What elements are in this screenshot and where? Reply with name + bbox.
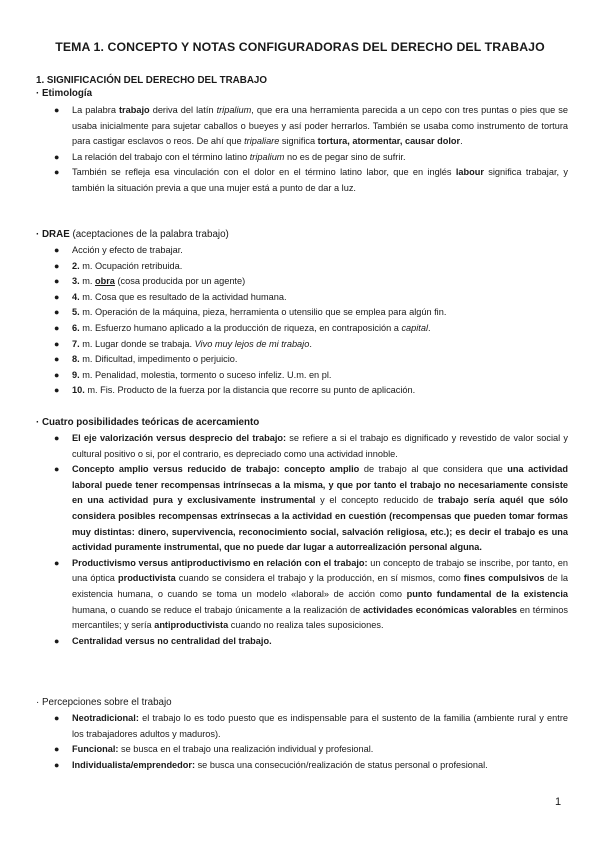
bullet-icon: ● (54, 744, 60, 755)
bullet-icon: ● (54, 433, 60, 443)
etimologia-list (36, 103, 568, 197)
list-item: ● 9. m. Penalidad, molestia, tormento o suceso infeliz. U.m. en pl. (36, 368, 568, 384)
bullet-icon: ● (54, 759, 60, 770)
list-item: ● Concepto amplio versus reducido de trabajo: concepto amplio de trabajo al que considera que una actividad laboral puede tener recompensas intrínsecas a la misma, y que por tanto el trabajo no necesariamente consiste en una actividad pura y exclusivamente instrumental y el concepto reducido de trabajo sería aquél que sólo considera posibles recompensas extrínsecas a la actividad en cuestión (recompensas que pueden tomar formas muy distintas: dinero, supervivencia, reconocimiento social, salvación religiosa, etc.); es decir el trabajo es una actividad puramente instrumental, que no puede dar lugar a autorrealización personal alguna. (54, 464, 569, 553)
bullet-icon: ● (54, 557, 60, 568)
bullet-icon: ● (54, 354, 60, 365)
list-item: ● Centralidad versus no centralidad del trabajo. (36, 634, 568, 650)
section-etimologia (36, 75, 568, 197)
section-cuatro-posibilidades (36, 417, 568, 649)
list-item: ● Acción y efecto de trabajar. (36, 243, 568, 259)
bullet-icon: ● (54, 307, 60, 318)
list-item: ● 7. m. Lugar donde se trabaja. Vivo muy lejos de mi trabajo. (36, 337, 568, 353)
list-item: ● 8. m. Dificultad, impedimento o perjuicio. (36, 352, 568, 368)
list-item: ● El eje valorización versus desprecio del trabajo: se refiere a si el trabajo es dignificado y revestido de valor social y cultural positivo o si, por el contrario, es depreciado como una actividad innoble. (54, 433, 568, 459)
cuatro-list (36, 431, 568, 649)
list-item: ● 2. m. Ocupación retribuida. (36, 259, 568, 275)
subheading-cuatro: · Cuatro posibilidades teóricas de acercamiento (36, 417, 260, 428)
bullet-icon: ● (54, 105, 60, 115)
bullet-icon: ● (54, 276, 60, 287)
page-title: TEMA 1. CONCEPTO Y NOTAS CONFIGURADORAS DEL DERECHO DEL TRABAJO (55, 40, 545, 54)
page-number: 1 (555, 796, 562, 808)
bullet-icon: ● (54, 291, 60, 302)
bullet-icon: ● (54, 260, 60, 271)
list-item: ● La palabra trabajo deriva del latín tripalium, que era una herramienta parecida a un cepo con tres puntas o pies que se usaba inicialmente para sujetar caballos o bueyes y así poder herrarlos. También se usaba como instrumento de tortura para castigar esclavos o reos. De ahí que tripaliare significa tortura, atormentar, causar dolor. (54, 105, 568, 147)
section-drae (36, 229, 568, 399)
bullet-icon: ● (54, 151, 60, 162)
subheading-drae: · DRAE (aceptaciones de la palabra trabajo) (36, 229, 229, 240)
bullet-icon: ● (54, 385, 60, 396)
list-item: ● 10. m. Fis. Producto de la fuerza por la distancia que recorre su punto de aplicación. (36, 383, 568, 399)
list-item: ● 6. m. Esfuerzo humano aplicado a la producción de riqueza, en contraposición a capital. (36, 321, 568, 337)
bullet-icon: ● (54, 635, 60, 646)
list-item: ● Neotradicional: el trabajo lo es todo puesto que es indispensable para el sustento de la familia (ambiente rural y entre los trabajadores adultos y maduros). (54, 713, 568, 739)
drae-list (36, 243, 568, 399)
bullet-icon: ● (54, 245, 60, 255)
list-item: ● La relación del trabajo con el término latino tripalium no es de pegar sino de sufrir. (36, 150, 568, 166)
bullet-icon: ● (54, 369, 60, 380)
list-item: ● 5. m. Operación de la máquina, pieza, herramienta o utensilio que se emplea para algún fin. (36, 305, 568, 321)
subheading-percepciones: · Percepciones sobre el trabajo (36, 697, 172, 708)
list-item: ● 3. m. obra (cosa producida por un agente) (36, 274, 568, 290)
subheading-etimologia: · Etimología (36, 88, 93, 99)
bullet-icon: ● (54, 464, 60, 475)
section-percepciones (36, 697, 568, 773)
bullet-icon: ● (54, 338, 60, 349)
list-item: ● Productivismo versus antiproductivismo en relación con el trabajo: un concepto de trabajo se inscribe, por tanto, en una óptica productivista cuando se considera el trabajo y la producción, en sí mismos, como fines compulsivos de la existencia humana, o cuando se toma un modelo «laboral» de acción como punto fundamental de la existencia humana, o cuando se reduce el trabajo únicamente a la realización de actividades económicas valorables en términos mercantiles; y sería antiproductivista cuando no realiza tales suposiciones. (54, 557, 569, 631)
list-item: ● Individualista/emprendedor: se busca una consecución/realización de status personal o profesional. (36, 758, 568, 774)
list-item: ● También se refleja esa vinculación con el dolor en el término latino labor, que en inglés labour significa trabajar, y también la situación previa a que una mujer está a punto de dar a luz. (54, 167, 568, 193)
obra-link[interactable]: obra (94, 276, 115, 287)
bullet-icon: ● (54, 322, 60, 333)
list-item: ● 4. m. Cosa que es resultado de la actividad humana. (36, 290, 568, 306)
percepciones-list (36, 711, 568, 773)
section-heading: 1. SIGNIFICACIÓN DEL DERECHO DEL TRABAJO (36, 75, 267, 86)
list-item: ● Funcional: se busca en el trabajo una realización individual y profesional. (36, 742, 568, 758)
bullet-icon: ● (54, 167, 60, 178)
bullet-icon: ● (54, 713, 60, 723)
